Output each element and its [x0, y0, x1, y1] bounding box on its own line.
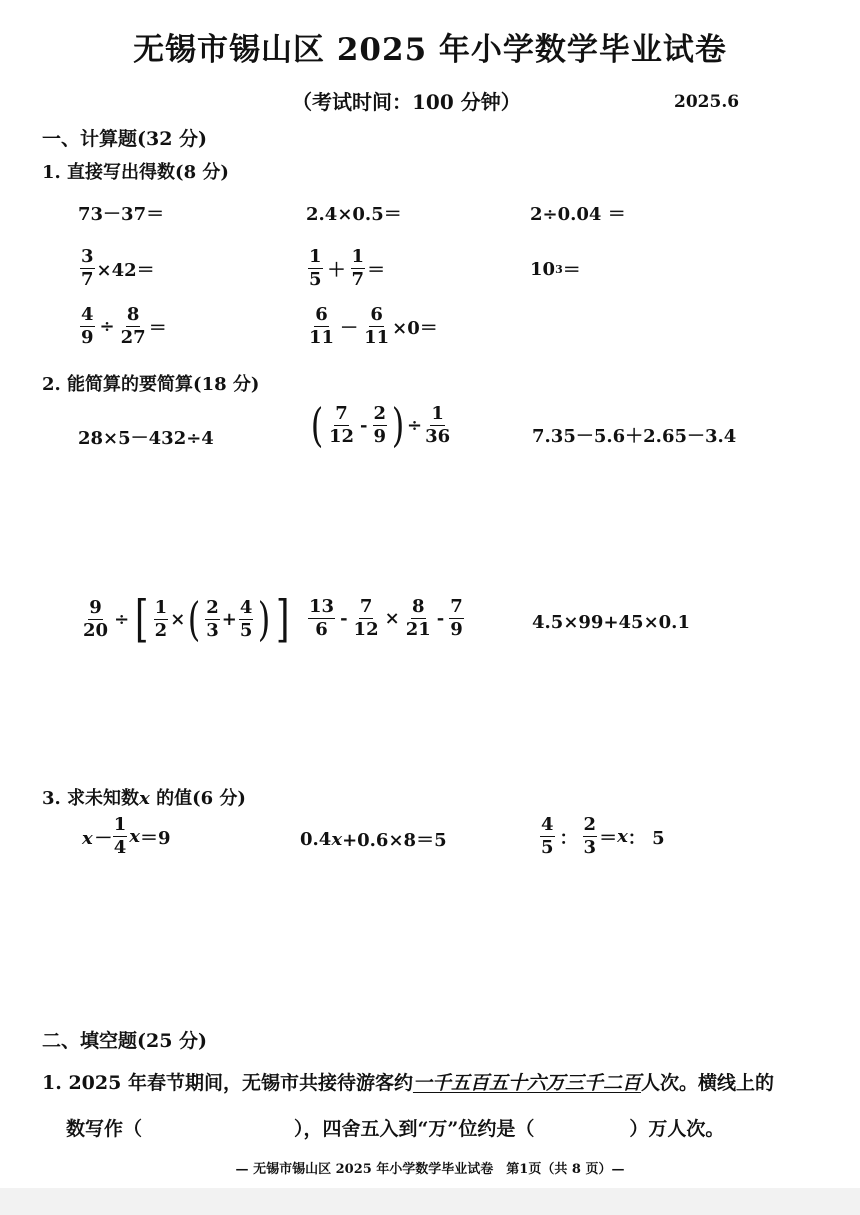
fraction: $\frac{13}{6}$: [309, 596, 335, 640]
fraction: $\frac{7}{12}$: [353, 596, 379, 640]
fraction: $\frac{1}{4}$: [113, 814, 127, 858]
q1-expr-3: 2÷0.04 ＝: [530, 204, 626, 225]
fraction: $\frac{3}{7}$: [81, 246, 94, 290]
q3-equation-1: x－ $\frac{1}{4}$ x ＝9: [82, 814, 171, 858]
q1-expr-4: $\frac{3}{7}$ ×42＝: [81, 246, 155, 290]
q3-equation-2: 0.4 x +0.6×8＝5: [300, 828, 447, 851]
fraction: $\frac{6}{11}$: [364, 304, 390, 348]
question-3-label: 3. 求未知数x 的值(6 分): [42, 788, 246, 809]
q2-expr-1: 28×5－432÷4: [78, 428, 214, 449]
q2-expr-4: $\frac{9}{20}$ ÷ [ $\frac{1}{2}$ × ( $\frac{2}{3}$ + $\frac{4}{5}$ ) ]: [83, 590, 290, 648]
fraction: $\frac{8}{21}$: [405, 596, 431, 640]
section-heading-calculation: 一、计算题(32 分): [42, 128, 208, 150]
fraction: $\frac{2}{9}$: [373, 402, 387, 447]
fraction: $\frac{1}{36}$: [425, 402, 451, 447]
underlined-number-words: 一千五百五十六万三千二百: [412, 1072, 641, 1094]
q2-expr-2: ( $\frac{7}{12}$ - $\frac{2}{9}$ ) ÷ $\frac{1}{36}$: [310, 398, 451, 452]
q1-expr-5: $\frac{1}{5}$ ＋ $\frac{1}{7}$ ＝: [309, 246, 386, 290]
page-title: 无锡市锡山区 2025 年小学数学毕业试卷: [133, 32, 727, 68]
section-heading-fill-blank: 二、填空题(25 分): [42, 1030, 208, 1052]
q2-expr-5: $\frac{13}{6}$ - $\frac{7}{12}$ × $\frac{8}{21}$ - $\frac{7}{9}$: [309, 596, 463, 640]
fraction: $\frac{7}{9}$: [450, 596, 463, 640]
q2-expr-3: 7.35－5.6＋2.65－3.4: [532, 426, 737, 447]
fraction: $\frac{6}{11}$: [309, 304, 335, 348]
question-1-label: 1. 直接写出得数(8 分): [42, 162, 229, 183]
exam-duration: （考试时间：100 分钟）: [292, 90, 521, 114]
fraction: $\frac{1}{2}$: [154, 596, 168, 641]
fill-question-1-line-2: 数写作（ ），四舍五入到“万”位约是（ ）万人次。: [66, 1118, 725, 1140]
fraction: $\frac{2}{3}$: [206, 596, 219, 641]
fill-question-1-line-1: 1. 2025 年春节期间，无锡市共接待游客约一千五百五十六万三千二百人次。横线上的: [42, 1072, 774, 1094]
q3-equation-3: $\frac{4}{5}$ ： $\frac{2}{3}$ ＝ x ： 5: [541, 814, 665, 858]
exam-date: 2025.6: [674, 92, 740, 112]
q1-expr-6: 10 3 ＝: [530, 258, 581, 281]
viewer-bottom-bar: [0, 1188, 860, 1215]
fraction: $\frac{1}{5}$: [309, 246, 322, 290]
fraction: $\frac{1}{7}$: [351, 246, 365, 290]
q1-expr-8: $\frac{6}{11}$ － $\frac{6}{11}$ ×0＝: [309, 304, 438, 348]
fraction: $\frac{4}{9}$: [81, 304, 94, 348]
fraction: $\frac{8}{27}$: [120, 304, 146, 348]
fraction: $\frac{4}{5}$: [239, 596, 253, 641]
question-2-label: 2. 能简算的要简算(18 分): [42, 374, 260, 395]
fraction: $\frac{4}{5}$: [541, 814, 554, 858]
q2-expr-6: 4.5×99+45×0.1: [532, 612, 690, 633]
q1-expr-1: 73－37＝: [78, 204, 165, 225]
fraction: $\frac{9}{20}$: [83, 596, 109, 641]
fraction: $\frac{7}{12}$: [328, 402, 355, 447]
q1-expr-7: $\frac{4}{9}$ ÷ $\frac{8}{27}$ ＝: [81, 304, 167, 348]
q1-expr-2: 2.4×0.5＝: [306, 204, 402, 225]
fraction: $\frac{2}{3}$: [583, 814, 597, 858]
page-footer: — 无锡市锡山区 2025 年小学数学毕业试卷 第1页（共 8 页）—: [235, 1162, 625, 1177]
